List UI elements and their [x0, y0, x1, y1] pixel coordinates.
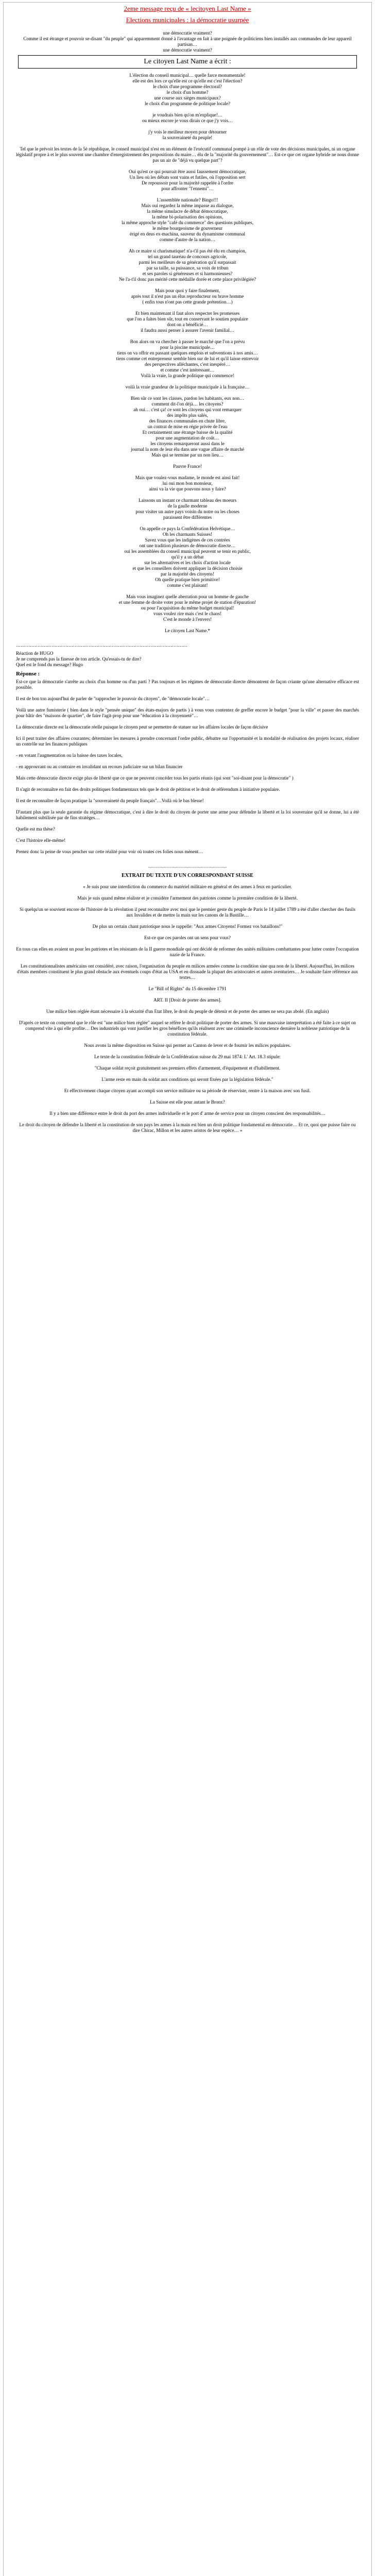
page-frame	[3, 2, 372, 2576]
letter-line: pour visiter un autre pays voisin du notre ou les choses	[135, 509, 239, 514]
stanza-gap	[16, 243, 359, 248]
extract-paragraph: ART. II [Droit de porter des armes].	[153, 997, 221, 1003]
reponse-paragraph: C'est l'histoire elle-même!	[16, 838, 66, 843]
paragraph-gap	[16, 929, 359, 935]
paragraph-gap	[16, 843, 359, 849]
letter-line: parmi les meilleurs de sa génération qu'il surpassait	[139, 260, 236, 265]
reponse-paragraph: Voilà une autre fumisterie ( bien dans le style "pensée unique" des états-majors de partis ) à vous vous contentez de greffer encore le budget "pour la ville" et passer des marchés pour bâtir des "maisons de quartier", de faire l'agit-prop pour une "éducation à la citoyenneté"…	[16, 707, 359, 718]
paragraph-gap	[16, 770, 359, 775]
letter-line: ou mieux encore je vous dirais ce que j'y vois…	[142, 118, 233, 123]
reponse-paragraph: D'autant plus que la seule garantie du régime démocratique, c'est à dire le droit du citoyen de porter une arme pour défendre la liberté et la loi souveraine qu'il se donne, lui a été habilement subtilisée par de fins stratèges…	[16, 809, 359, 820]
letter-line: dont on a bénéficié…	[167, 322, 208, 327]
letter-line: de la gaulle moderne	[167, 503, 208, 509]
extract-paragraph: Une milice bien réglée étant nécessaire à la sécurité d'un Etat libre, le droit du peuple de détenir et de porter des armes ne sera pas abolé. (En anglais)	[46, 1009, 329, 1014]
letter-line: la même simulacre de débat démocratique,	[147, 209, 228, 214]
letter-line: ont une tradition plusieurs de démocratie directe…	[139, 543, 236, 548]
reponse-label: Réponse :	[16, 671, 40, 677]
reply-line: Quel est le fond du message? Hugo	[16, 662, 83, 667]
paragraph-gap	[16, 832, 359, 838]
reponse-section	[16, 679, 359, 860]
letter-line: Savez vous que les indigènes de ces contrées	[145, 537, 230, 543]
letter-line: les citoyens remarqueront aussi dans le	[150, 441, 225, 446]
letter-line: Tel que le prévoit les textes de la 5è république, le conseil municipal n'est en un élément de l'exécutif communal pompé à un rôle de vote des décisions municipales, ni un organe législatif propre à et le plus souvent une chambre d'enregistrement des propositions du maire… élu de la "majorité du gouvernement"… Est-ce que cet organe hybride ne nous donne pas un air de "déjà vu quelque part"?	[16, 146, 359, 163]
paragraph-gap	[16, 719, 359, 724]
letter-line: le même bourgeoisme de gouverneur	[152, 226, 223, 231]
stanza-gap	[16, 492, 359, 498]
paragraph-gap	[16, 792, 359, 798]
letter-line: De repoussoir pour la majorité rappelée à l'ordre	[142, 180, 233, 185]
page-content	[4, 5, 371, 1139]
letter-line: une course aux sièges municipaux?	[154, 95, 221, 100]
extract-paragraph: De plus un certain chant patriotique nous le rappelle: "Aux armes Citoyens! Formez vos bataillons!"	[92, 924, 283, 929]
letter-line: tiens on va offrir en passant quelques emplois et subventions à nos amis…	[117, 350, 258, 355]
reponse-paragraph: - en votant l'augmentation ou la baisse des taxes locales,	[16, 753, 123, 758]
letter-line: le choix d'un programme de politique locale?	[145, 101, 230, 106]
letter-line: le choix d'une programme électoral?	[153, 84, 222, 89]
letter-line: lui oui mon bon monsieur,	[162, 481, 213, 486]
stanza-gap	[16, 305, 359, 311]
intro-line: Comme il est étrange et pouvoir se-disant "du peuple" qui apparemment donné à l'avantage en fait à une poignée de politiciens bien installés aux commandes de leur appareil partisan…	[23, 36, 352, 47]
letter-line: et comme c'est intéressant…	[160, 367, 215, 372]
extract-paragraph: La Suisse est elle pour autant le Bronx?	[150, 1099, 225, 1105]
paragraph-gap	[16, 1014, 359, 1020]
divider-2: ……………………………………………	[148, 863, 227, 869]
extract-paragraph: Nous avons la même disposition en Suisse qui permet au Canton de lever et de fournir les milices populaires.	[84, 1043, 291, 1048]
letter-line: On appelle ce pays la Confédération Helvétique…	[140, 526, 235, 531]
letter-line: Bon alors on va chercher à passer le marché que l'on a prévu	[130, 339, 245, 344]
stanza-gap	[16, 588, 359, 594]
extract-paragraph: Si quelqu'un se souvient encore de l'histoire de la révolution il peut reconnaître avec moi que le premier geste du peuple de Paris le 14 juillet 1789 a été d'aller chercher des fusils aux Invalides et de mettre la main sur les canons de la Bastille…	[20, 907, 355, 918]
letter-line: il faudra aussi penser à assurer l'avenir familial…	[140, 328, 235, 333]
letter-line: après tout il n'est pas un élus reproducteur ou brave homme	[131, 294, 244, 299]
paragraph-gap	[16, 758, 359, 764]
letter-line: je voudrais bien qu'on m'explique!…	[152, 112, 222, 117]
stanza-gap	[16, 634, 359, 639]
extract-title: EXTRAIT DU TEXTE D'UN CORRESPONDANT SUISSE	[122, 873, 253, 878]
extract-paragraph: Le texte de la constitution fédérale de la Confédération suisse du 29 mai 1874: L' Art. 18.3 stipule:	[94, 1054, 281, 1059]
letter-line: que l'on a faites bien sûr, tout en conservant le soutien populaire	[127, 316, 248, 321]
paragraph-gap	[16, 1060, 359, 1065]
letter-line: pour affronter "l'ennemi"…	[161, 186, 214, 191]
extract-paragraph: "Chaque soldat reçoit gratuitement ses premiers effets d'armement, d'équipement et d'habillement.	[94, 1065, 281, 1071]
letter-line: des impôts plus salés,	[167, 413, 208, 418]
letter-line: Un lieu où les débats sont vains et futiles, où l'opposition sert	[129, 175, 246, 180]
letter-line: pour la piscine municipale…	[160, 345, 215, 350]
reponse-paragraph: Il est de reconnaître de façon pratique la "souveraineté du peuple français"…Voilà où le bas blesse!	[16, 798, 204, 803]
letter-line: qu'il y a un débat	[171, 554, 204, 560]
stanza-gap	[16, 141, 359, 146]
stanza-gap	[16, 622, 359, 628]
paragraph-gap	[16, 992, 359, 997]
letter-section	[16, 73, 359, 639]
letter-line: tel un grand tauréau de concours agricole,	[148, 254, 227, 259]
extract-paragraph: Le droit du citoyen de défendre la liberté et la constitution de son pays les armes à la main est bien un droit politique fondamental en démocratie… Et ce, quoi que puisse faire ou dire Chirac, Millon et les autres aristos de leur espèce… »	[19, 1122, 356, 1133]
letter-line: des perspectives alléchantes, c'est inespéré…	[145, 362, 230, 367]
paragraph-gap	[16, 747, 359, 753]
letter-line: vous voulez rire mais c'est le chaos!	[153, 611, 222, 616]
letter-line: la souveraineté du peuple!	[162, 135, 213, 140]
letter-line: elle est des lors ce qu'elle est ce qu'elle est c'est l'élection?	[132, 78, 243, 83]
stanza-gap	[16, 282, 359, 288]
letter-line: par sa taille, sa puissance, sa voix de tribun	[146, 265, 229, 270]
letter-line: L'élection du conseil municipal… quelle farce monumentale!	[129, 73, 246, 78]
divider: …………………………………………………………………………………………………	[16, 642, 187, 648]
letter-line: ainsi va la vie que pouvons nous y faire?	[149, 486, 226, 492]
page-title: 2eme message reçu de « lecitoyen Last Name »	[124, 5, 251, 12]
extract-paragraph: Le "Bill of Rights" du 15 décembre 1791	[148, 986, 227, 991]
paragraph-gap	[16, 1094, 359, 1099]
letter-line: et que les conseillers doivent appliquer la décision choisie	[132, 566, 243, 571]
letter-line: ah oui… c'est ça! ce sont les citoyens qui vont remarquer	[133, 407, 242, 412]
letter-line: L'assemblée nationale? Bingo!!!	[157, 197, 218, 202]
letter-line: ( enfin tous n'ont pas cette grande prétention…)	[142, 299, 233, 304]
letter-line: tiens comme cet entrepreneur semble bien sur de lui et qu'il laisse entrevoir	[116, 356, 259, 361]
stanza-gap	[16, 192, 359, 197]
stanza-gap	[16, 520, 359, 526]
reponse-paragraph: Quelle est ma thèse?	[16, 826, 55, 832]
letter-line: Et certainement une étrange baisse de la qualité	[142, 430, 233, 435]
paragraph-gap	[16, 855, 359, 860]
paragraph-gap	[16, 1082, 359, 1088]
extract-paragraph: Et effectivement chaque citoyen ayant accompli son service militaire ou sa période de réserviste, rentre à la maison avec son fusil.	[64, 1088, 311, 1093]
reponse-paragraph: Il s'agit de reconnaître en fait des droits politiques fondamentaux tels que le droit de pétition et le droit de référendum à initiative populaire.	[16, 787, 280, 792]
letter-line: journal la nom de leur élu dans une vague affaire de marché	[131, 447, 244, 452]
paragraph-gap	[16, 702, 359, 707]
reponse-paragraph: - en approuvant ou au contraire en invalidant un recours judiciaire sur un bilan financier	[16, 764, 183, 769]
paragraph-gap	[16, 901, 359, 907]
paragraph-gap	[16, 1003, 359, 1009]
letter-line: Pauvre France!	[173, 464, 202, 469]
letter-line: Bien sûr ce sont les classes, pardon les habitants, eux non…	[130, 396, 245, 401]
extract-paragraph: « Je suis pour une interdiction du commerce du matériel militaire en général et des armes à feux en particulier.	[83, 884, 292, 889]
paragraph-gap	[16, 1071, 359, 1077]
extract-paragraph: D'après ce texte on comprend que le rôle est "une milice bien réglée" auquel se réfère le droit politique de porter des armes. Si une mauvaise interprétation a été faite à ce sujet on comprend vite à qui elle profite… Des industriels qui vont justifier les gros bénéfices qu'ils réalisent avec une criminelle inconscience dernière la noblesse patriotique de la constitution fédérale.	[19, 1020, 356, 1037]
letter-line: Ne l'a-t'il donc pas mérité cette médaille dorée et cette place privilégiée?	[118, 277, 256, 282]
paragraph-gap	[16, 918, 359, 924]
paragraph-gap	[16, 1048, 359, 1054]
letter-line: Mais vous imaginez quelle aberration pour un homme de gauche	[126, 594, 249, 599]
stanza-gap	[16, 379, 359, 384]
paragraph-gap	[16, 1116, 359, 1122]
letter-line: Ah ce maire si charismatique! n'a-t'il pas été élu en champion,	[128, 248, 247, 253]
letter-line: érigé en deus ex-machina, sauveur du dynamisme communal	[130, 231, 245, 236]
stanza-gap	[16, 390, 359, 396]
paragraph-gap	[16, 690, 359, 696]
reply-intro	[16, 651, 359, 668]
letter-line: comme d'autre de la nation…	[159, 237, 216, 242]
letter-line: Mais qui se termine par un non lieu…	[151, 452, 224, 457]
letter-line: pour une augmentation de coût…	[156, 435, 219, 440]
letter-line: Voilà la vraie, la grande politique qui commence!	[141, 373, 234, 378]
letter-line: oui les assemblées du conseil municipal peuvent se tenir en public,	[124, 549, 251, 554]
letter-line: Et bien maintenant il faut alors respecter les promesses	[135, 311, 240, 316]
letter-line: comme c'est plaisant!	[167, 583, 208, 588]
extract-paragraph: Mais je suis quand même réaliste et je considère l'armement des patriotes comme la première condition de la liberté.	[77, 895, 298, 901]
reponse-paragraph: Prenez donc la peine de vous pencher sur cette réalité pour voir où toutes ces folies nous mènent…	[16, 849, 203, 854]
stanza-gap	[16, 124, 359, 129]
letter-line: Oh quelle pratique bien primitive!	[155, 577, 220, 582]
letter-line: la même approche style "café du commerce" des questions publiques,	[122, 220, 253, 225]
paragraph-gap	[16, 890, 359, 895]
extract-paragraph: Est-ce que ces paroles ont un sens pour vous?	[144, 935, 231, 940]
stanza-gap	[16, 333, 359, 339]
letter-line: C'est le monde à l'envers!	[163, 617, 212, 622]
letter-line: Laissons un instant ce charmant tableau des moeurs	[138, 498, 237, 503]
intro-section	[16, 30, 359, 53]
quote-header-box: Le citoyen Last Name a écrit :	[18, 55, 357, 69]
letter-line: et une femme de droite voter pour le même projet de station d'épuration!	[118, 600, 256, 605]
letter-line: j'y vois le meilleur moyen pour détourner	[148, 129, 227, 134]
stanza-gap	[16, 458, 359, 464]
reponse-paragraph: Mais cette démocratie directe exige plus de liberté que ce que ne peuvent concéder tous les partis réunis (qui sont "soi-disant pour la démocratie" )	[16, 775, 294, 781]
letter-line: des finances communales en chute libre,	[149, 418, 226, 423]
paragraph-gap	[16, 781, 359, 787]
stanza-gap	[16, 107, 359, 112]
intro-line: une démocratie vraiment?	[163, 30, 212, 36]
letter-line: comment dit-l'on déjà… les citoyens?	[151, 401, 224, 406]
extract-section	[16, 884, 359, 1139]
letter-line: paraissent être différentes	[163, 515, 212, 520]
letter-line: le choix d'un homme?	[166, 90, 209, 95]
intro-line: une démocratie vraiment?	[163, 47, 212, 53]
paragraph-gap	[16, 1105, 359, 1111]
stanza-gap	[16, 163, 359, 169]
paragraph-gap	[16, 941, 359, 946]
reply-line: Je ne comprends pas la finesse de ton article. Qu'essais-tu de dire?	[16, 656, 142, 662]
letter-line: Mais pour quoi y faire finalement,	[155, 288, 220, 293]
letter-line: et ses paroles si généreuses et si harmonieuses?	[142, 271, 233, 276]
letter-line: un contrat de mise en régie privée de l'eau	[147, 424, 228, 429]
letter-line: Oh les charmants Suisses!	[162, 532, 213, 537]
letter-line: Mais que voulez-vous madame, le monde est ainsi fait!	[135, 475, 240, 480]
letter-line: ou pour l'acquisition du même budget municipal!	[141, 605, 234, 611]
letter-line: Oui qu'est ce qui pourrait être aussi faussement démocratique,	[129, 169, 246, 174]
reponse-paragraph: Il est de bon ton aujourd'hui de parler de "rapprocher le pouvoir du citoyen", de "démocratie locale"…	[16, 696, 210, 701]
extract-paragraph: En tous cas elles en avaient un pour les patriotes et les résistants de la II guerre mondiale qui ont décidé de reformer des unités militaires combattantes pour lutter contre l'occupation nazie de la France.	[16, 946, 359, 957]
extract-paragraph: Il y a bien une différence entre le droit du port des armes individuelle et le port d' arme de service pour un citoyen conscient des responsabilités…	[49, 1111, 325, 1116]
letter-line: la même bi-polarisation des opinions,	[151, 214, 224, 219]
paragraph-gap	[16, 804, 359, 809]
reply-line: Réaction de HUGO	[16, 651, 54, 656]
extract-paragraph: L'arme reste en main du soldat aux conditions qui seront fixées par la législation fédérale."	[101, 1077, 273, 1082]
letter-line: Le citoyen Last Name.*	[164, 628, 211, 633]
paragraph-gap	[16, 821, 359, 826]
reponse-paragraph: La démocratie directe est la démocratie réelle puisque le citoyen peut se permettre de statuer sur les affaires locales de façon décisive	[16, 724, 268, 730]
reponse-paragraph: Ici il peut traiter des affaires courantes; déterminer les mesures à prendre concernant l'ordre public, débattre sur l'opportunité et la modalité de réalisation des projets locaux, réaliser un contrôle sur les finances publiques	[16, 736, 359, 747]
paragraph-gap	[16, 958, 359, 963]
reponse-paragraph: Est-ce que la démocratie s'arrête au choix d'un homme ou d'un parti ? Pas toujours et les régimes de démocratie directe démontrent de façon criante qu'une alternative efficace est possible.	[16, 679, 359, 690]
paragraph-gap	[16, 1133, 359, 1139]
paragraph-gap	[16, 980, 359, 986]
paragraph-gap	[16, 1037, 359, 1043]
stanza-gap	[16, 469, 359, 475]
paragraph-gap	[16, 730, 359, 736]
letter-line: sur les alternatives et les choix d'action locale	[144, 560, 231, 565]
extract-paragraph: Les constitutionnalistes américains ont considéré, avec raison, l'organisation du peuple en milices armées comme la condition sine qua non de la liberté. Aujourd'hui, les milices d'états membres constituent le plus grand obstacle aux éventuels coups d'état au USA et en dissuade la plupart des aristocrates et autres aventuriers… Je souhaite faire référence aux textes…	[16, 963, 358, 980]
page-subtitle: Elections municipales : la démocratie usurpée	[126, 16, 249, 24]
letter-line: Mais oui regardez la même impasse au dialogue,	[141, 203, 234, 208]
letter-line: voilà la vraie grandeur de la politique municipale à la française…	[125, 384, 250, 389]
letter-line: par la majorité des citoyens!	[160, 571, 215, 577]
